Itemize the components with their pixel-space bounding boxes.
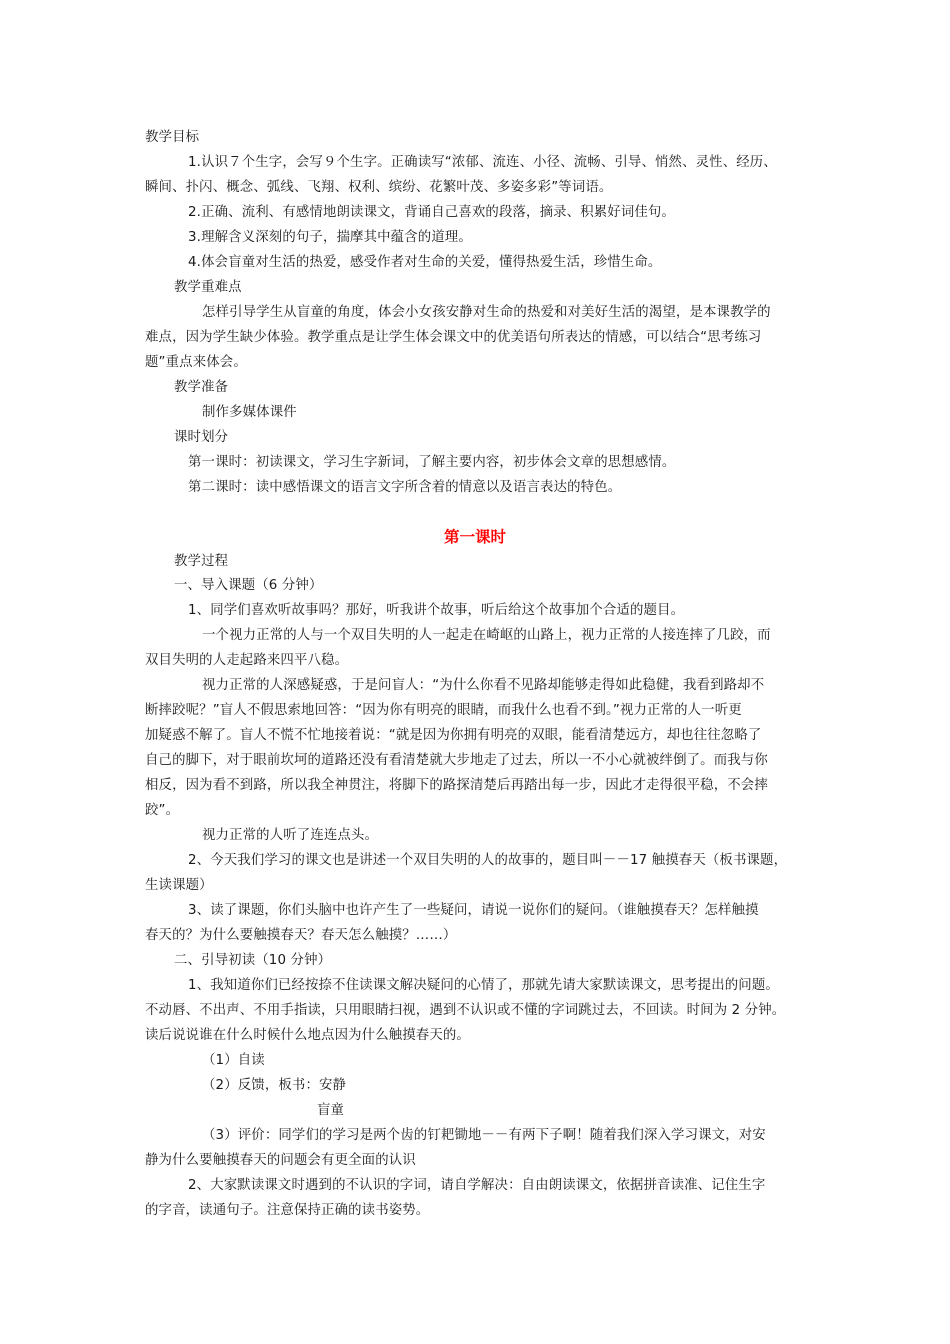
paragraph-line: 不动唇、不出声、不用手指读，只用眼睛扫视，遇到不认识或不懂的字词跳过去，不回读。时间为 2 分钟。 bbox=[145, 1003, 786, 1018]
paragraph-line: 怎样引导学生从盲童的角度，体会小女孩安静对生命的热爱和对美好生活的渴望，是本课教学的 bbox=[202, 305, 771, 320]
paragraph-line: 相反，因为看不到路，所以我全神贯注，将脚下的路探清楚后再踏出每一步，因此才走得很平稳，不会摔 bbox=[145, 778, 768, 793]
paragraph-line: 3、读了课题，你们头脑中也许产生了一些疑问，请说一说你们的疑问。（谁触摸春天？怎样触摸 bbox=[188, 903, 759, 918]
paragraph-line: 2、大家默读课文时遇到的不认识的字词，请自学解决：自由朗读课文，依据拼音读准、记住生字 bbox=[188, 1178, 766, 1193]
paragraph-line: 第一课时：初读课文，学习生字新词，了解主要内容，初步体会文章的思想感情。 bbox=[188, 455, 676, 470]
paragraph-line: 静为什么要触摸春天的问题会有更全面的认识 bbox=[145, 1153, 416, 1168]
heading-teaching-goals: 教学目标 bbox=[145, 130, 200, 145]
paragraph-line: 1、同学们喜欢听故事吗？那好，听我讲个故事，听后给这个故事加个合适的题目。 bbox=[188, 603, 685, 618]
paragraph-line: 春天的？为什么要触摸春天？春天怎么触摸？……） bbox=[145, 928, 457, 943]
paragraph-line: 视力正常的人听了连连点头。 bbox=[202, 828, 379, 843]
paragraph-line: 难点，因为学生缺少体验。教学重点是让学生体会课文中的优美语句所表达的情感，可以结合“思考练习 bbox=[145, 330, 762, 345]
paragraph-line: 4.体会盲童对生活的热爱，感受作者对生命的关爱，懂得热爱生活，珍惜生命。 bbox=[188, 255, 662, 270]
list-item: （3）评价：同学们的学习是两个齿的钉耙锄地－－有两下子啊！随着我们深入学习课文，对安 bbox=[202, 1128, 766, 1143]
paragraph-line: 3.理解含义深刻的句子，揣摩其中蕴含的道理。 bbox=[188, 230, 472, 245]
board-note: 盲童 bbox=[317, 1103, 345, 1118]
step-heading: 一、导入课题（6 分钟） bbox=[174, 578, 323, 593]
paragraph-line: 读后说说谁在什么时候什么地点因为什么触摸春天的。 bbox=[145, 1028, 470, 1043]
paragraph-line: 视力正常的人深感疑惑，于是问盲人：“为什么你看不见路却能够走得如此稳健，我看到路却不 bbox=[202, 678, 765, 693]
paragraph-line: 双目失明的人走起路来四平八稳。 bbox=[145, 653, 349, 668]
paragraph-line: 制作多媒体课件 bbox=[202, 405, 297, 420]
heading-key-points: 教学重难点 bbox=[174, 280, 242, 295]
heading-preparation: 教学准备 bbox=[174, 380, 229, 395]
paragraph-line: 瞬间、扑闪、概念、弧线、飞翔、权利、缤纷、花繁叶茂、多姿多彩”等词语。 bbox=[145, 180, 613, 195]
heading-teaching-process: 教学过程 bbox=[174, 554, 229, 569]
paragraph-line: 加疑惑不解了。盲人不慌不忙地接着说：“就是因为你拥有明亮的双眼，能看清楚远方，却也往往忽略了 bbox=[145, 728, 762, 743]
paragraph-line: 生读课题） bbox=[145, 878, 213, 893]
step-heading: 二、引导初读（10 分钟） bbox=[174, 953, 332, 968]
paragraph-line: 1.认识７个生字，会写９个生字。正确读写“浓郁、流连、小径、流畅、引导、悄然、灵性、经历、 bbox=[188, 155, 777, 170]
section-title: 第一课时 bbox=[443, 528, 506, 546]
paragraph-line: 2.正确、流利、有感情地朗读课文，背诵自己喜欢的段落，摘录、积累好词佳句。 bbox=[188, 205, 675, 220]
paragraph-line: 一个视力正常的人与一个双目失明的人一起走在崎岖的山路上，视力正常的人接连摔了几跤，而 bbox=[202, 628, 771, 643]
heading-lesson-division: 课时划分 bbox=[174, 430, 229, 445]
paragraph-line: 2、今天我们学习的课文也是讲述一个双目失明的人的故事的，题目叫－－17 触摸春天（板书课题， bbox=[188, 853, 788, 868]
list-item: （2）反馈，板书：安静 bbox=[202, 1078, 347, 1093]
paragraph-line: 第二课时：读中感悟课文的语言文字所含着的情意以及语言表达的特色。 bbox=[188, 480, 622, 495]
paragraph-line: 自己的脚下，对于眼前坎坷的道路还没有看清楚就大步地走了过去，所以一不小心就被绊倒了。而我与你 bbox=[145, 753, 768, 768]
paragraph-line: 题”重点来体会。 bbox=[145, 355, 247, 370]
paragraph-line: 1、我知道你们已经按捺不住读课文解决疑问的心情了，那就先请大家默读课文，思考提出的问题。 bbox=[188, 978, 779, 993]
paragraph-line: 的字音，读通句子。注意保持正确的读书姿势。 bbox=[145, 1203, 430, 1218]
list-item: （1）自读 bbox=[202, 1053, 265, 1068]
paragraph-line: 跤”。 bbox=[145, 803, 180, 818]
paragraph-line: 断摔跤呢？”盲人不假思索地回答：“因为你有明亮的眼睛，而我什么也看不到。”视力正常的人一听更 bbox=[145, 703, 742, 718]
